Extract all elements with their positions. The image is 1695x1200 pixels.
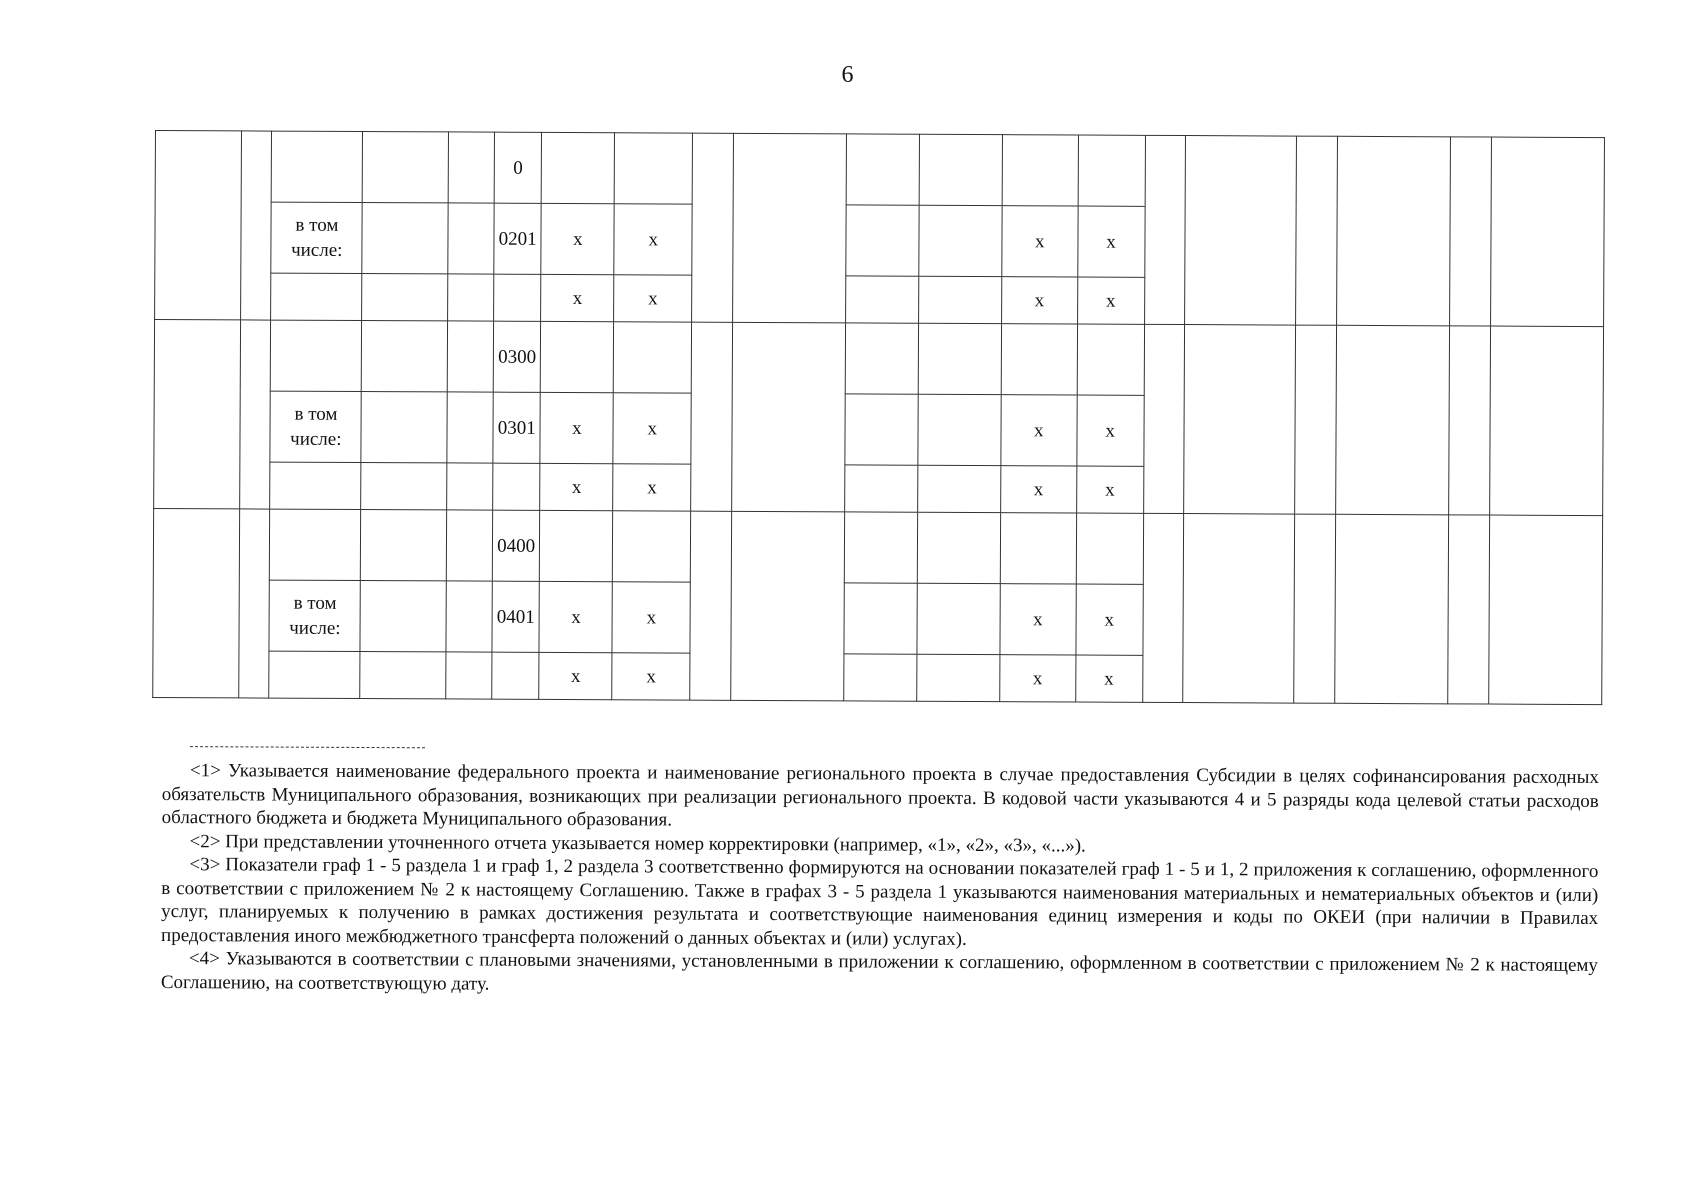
table-cell [844,512,917,583]
table-cell-code: 0201 [494,203,542,274]
table-row [155,131,1604,209]
table-cell-merged [1450,137,1491,326]
table-cell-mark: x [539,581,612,652]
table-cell-label [271,273,362,320]
table-cell-merged [1336,136,1450,326]
table-cell-mark [1000,513,1076,584]
table-cell [361,510,447,581]
table-cell-label [270,509,361,580]
table-cell-merged [1489,326,1603,516]
table-cell-mark: x [1001,395,1077,466]
table-cell-mark: x [539,652,612,699]
table-cell [844,654,917,701]
table-cell-mark: x [614,204,692,275]
table-cell-merged [1183,514,1295,704]
table-cell-merged [1295,325,1336,514]
table-cell-merged [1144,135,1185,324]
table-cell-mark: x [612,582,690,653]
table-cell-mark: x [613,393,691,464]
table-cell-merged [1185,136,1297,326]
table-cell-mark: x [1078,206,1145,277]
table-cell-mark [1076,513,1143,584]
table-cell-mark: x [1075,655,1142,702]
table-cell-merged [240,320,271,509]
table-row [154,320,1603,398]
table-cell-merged [1449,326,1490,515]
table-cell-mark: x [1076,584,1143,655]
table-cell-mark: x [1000,584,1076,655]
table-cell [917,583,1000,654]
table-cell [362,321,448,392]
table-cell-mark: x [1000,655,1076,702]
table-cell-code: 0 [494,132,542,203]
table-cell-merged [692,133,733,322]
table-cell [447,463,493,510]
table-cell [918,394,1001,465]
table-cell-mark [541,321,614,392]
table-cell-merged [691,322,732,511]
table-cell [918,276,1001,323]
table-cell [845,465,918,512]
table-cell-mark: x [541,274,614,321]
table-cell-mark: x [1077,277,1144,324]
table-cell [362,203,448,274]
table-cell-merged [1488,515,1602,705]
table-cell-code: 0400 [492,510,540,581]
table-cell-merged [1142,513,1183,702]
table-row [153,508,1602,586]
table-cell-merged [1294,514,1335,703]
footnote-1: <1> Указывается наименование федерального проекта и наименование регионального проекта в случае предоставления Субсидии в целях софинансирования расходных обязательств Муниципального образования, возникающих при реализации регионального проекта. В кодовой части указываются 4 и 5 разряды кода целевой статьи расходов областного бюджета и бюджета Муниципального образования. [161,760,1599,831]
report-table [152,130,1605,705]
table-cell-mark: x [1001,277,1077,324]
table-cell-mark [614,133,692,204]
table-cell-mark [614,322,692,393]
table-cell-merged [730,511,844,701]
footnote-2: <2> При представлении уточненного отчета указывается номер корректировки (например, «1», «2», «3», «...»). [189,830,1086,857]
footnote-separator [190,746,425,748]
table-cell-merged [731,322,845,512]
table-cell-mark: x [540,392,613,463]
table-cell [919,134,1002,205]
table-cell-label [271,320,362,391]
table-cell-code [494,274,542,321]
table-cell [446,581,492,652]
table-cell-code [493,463,541,510]
table-cell-label: в том числе: [271,202,362,273]
table-cell-merged [155,131,242,320]
table-cell [447,510,493,581]
table-cell-mark [1078,135,1145,206]
table-cell-mark [540,510,613,581]
table-cell [361,392,447,463]
table-cell-merged [1334,514,1448,704]
table-cell-merged [1296,136,1337,325]
table-cell [846,276,919,323]
table-cell [917,512,1000,583]
table-cell [448,203,494,274]
table-cell-mark: x [1077,395,1144,466]
table-cell-mark: x [1000,466,1076,513]
table-cell [845,394,918,465]
table-cell [917,654,1000,701]
table-cell-mark: x [541,203,614,274]
table-cell-merged [241,131,272,320]
page-number: 6 [841,62,854,88]
table-cell-merged [154,320,241,509]
table-cell-label [269,651,360,698]
table-cell-merged [1143,324,1184,513]
table-cell-code: 0300 [493,321,541,392]
table-cell-code [492,652,540,699]
table-cell [918,465,1001,512]
table-cell [360,652,446,699]
table-cell [362,274,448,321]
table-cell [844,583,917,654]
table-cell [361,463,447,510]
table-cell-label: в том числе: [269,580,360,651]
table-cell [448,274,494,321]
table-cell-merged [690,511,731,700]
table-cell [448,321,494,392]
footnote-4: <4> Указываются в соответствии с плановыми значениями, установленными в приложении к соглашению, оформленном в соответствии с приложением № 2 к настоящему Соглашению, на соответствующую дату. [160,948,1598,995]
table-cell [447,392,493,463]
table-cell [846,205,919,276]
table-cell [919,205,1002,276]
table-cell-mark: x [613,464,691,511]
footnotes [161,746,1599,1001]
table-cell-mark [1001,324,1077,395]
table-cell [846,134,919,205]
table-cell-code: 0301 [493,392,541,463]
table-cell [449,132,495,203]
table-cell-mark: x [1076,466,1143,513]
table-cell [845,323,918,394]
table-cell [446,652,492,699]
table-cell-mark: x [612,653,690,700]
table-cell-merged [239,509,270,698]
table-cell-merged [1184,325,1296,515]
table-cell-mark [1002,135,1078,206]
table-cell-mark [613,511,691,582]
table-cell-mark: x [540,463,613,510]
table-cell-label [270,462,361,509]
report-table-container [152,130,1605,705]
table-cell [363,132,449,203]
table-cell-merged [153,508,240,697]
table-cell-mark: x [1002,206,1078,277]
table-cell-code: 0401 [492,581,540,652]
table-cell-label [271,131,362,202]
table-cell-merged [1490,137,1604,327]
table-cell-label: в том числе: [270,391,361,462]
table-cell-merged [1448,515,1489,704]
table-cell-merged [732,133,846,323]
table-cell [360,581,446,652]
footnote-3: <3> Показатели граф 1 - 5 раздела 1 и граф 1, 2 раздела 3 соответственно формируются на основании показателей граф 1 - 5 и 1, 2 приложения к соглашению, оформленного в соответствии с приложением № 2 к настоящему Соглашению. Также в графах 3 - 5 раздела 1 указываются наименования материальных и нематериальных объектов и (или) услуг, планируемых к получению в рамках достижения результата и соответствующие наименования единиц измерения и коды по ОКЕИ (при наличии в Правилах предоставления иного межбюджетного трансферта положений о данных объектах и (или) услугах). [161,854,1599,950]
table-cell-mark [542,132,615,203]
table-cell-merged [1335,325,1449,515]
table-cell [918,323,1001,394]
table-cell-mark: x [614,275,692,322]
table-cell-mark [1077,324,1144,395]
